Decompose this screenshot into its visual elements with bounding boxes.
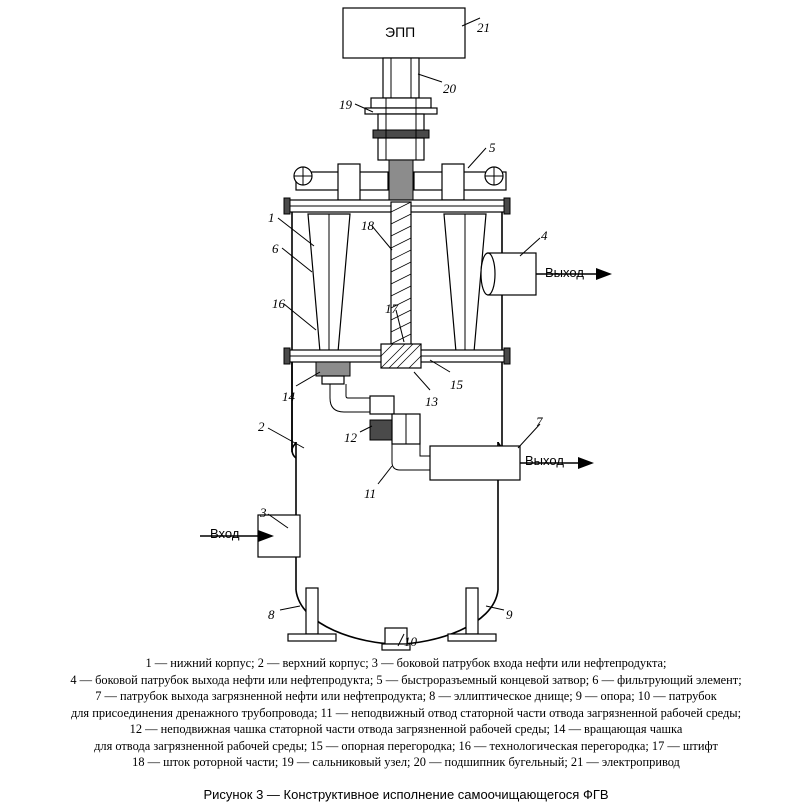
legend-block — [0, 655, 812, 771]
figure-caption: Рисунок 3 — Конструктивное исполнение самоочищающегося ФГВ — [203, 787, 609, 802]
callout-3: 3 — [260, 505, 267, 520]
callout-16: 16 — [272, 296, 285, 311]
callout-19: 19 — [339, 97, 352, 112]
partition-flange — [284, 344, 510, 384]
callout-10: 10 — [404, 634, 417, 649]
outlet-bottom-flow-label: Выход — [525, 453, 564, 468]
callout-12: 12 — [344, 430, 357, 445]
callout-11: 11 — [364, 486, 377, 501]
callout-9: 9 — [506, 607, 513, 622]
callout-6: 6 — [272, 241, 279, 256]
callout-18: 18 — [361, 218, 374, 233]
callout-7: 7 — [536, 414, 543, 429]
dirty-media-piping — [330, 384, 430, 470]
outlet-top-flow-label: Выход — [545, 265, 584, 280]
electric-drive-label: ЭПП — [385, 24, 416, 40]
legend-line-7: 18 — шток роторной части; 19 — сальниковый узел; 20 — подшипник бугельный; 21 — электропривод — [132, 755, 680, 769]
callout-2: 2 — [258, 419, 265, 434]
callout-13: 13 — [425, 394, 438, 409]
dirty-outlet-nozzle — [430, 446, 594, 480]
callout-4: 4 — [541, 228, 548, 243]
rotor-shaft — [391, 202, 411, 350]
legend-line-1: 1 — нижний корпус; 2 — верхний корпус; 3 — боковой патрубок входа нефти или нефтепродукта; — [145, 656, 667, 670]
callout-1: 1 — [268, 210, 275, 225]
legend-line-5: 12 — неподвижная чашка статорной части отвода загрязненной рабочей среды; 14 — вращающая чашка — [129, 722, 683, 736]
callout-17: 17 — [385, 301, 398, 316]
legend-line-6: для отвода загрязненной рабочей среды; 15 — опорная перегородка; 16 — технологическая перегородка; 17 — штифт — [94, 738, 718, 753]
callout-14: 14 — [282, 389, 295, 404]
inlet-flow-label: Вход — [210, 526, 240, 541]
legend-line-2: 4 — боковой патрубок выхода нефти или нефтепродукта; 5 — быстроразъемный концевой затвор; 6 — фильтрующий элемент; — [70, 672, 742, 687]
callout-15: 15 — [450, 377, 463, 392]
callout-20: 20 — [443, 81, 456, 96]
callout-5: 5 — [489, 140, 496, 155]
legend-line-4: для присоединения дренажного трубопровода; 11 — неподвижный отвод статорной части отвода загрязненной рабочей среды; — [70, 705, 742, 720]
drive-shaft — [383, 58, 419, 98]
callout-8: 8 — [268, 607, 275, 622]
legend-line-3: 7 — патрубок выхода загрязненной нефти или нефтепродукта; 8 — эллиптическое днище; 9 — опора; 10 — патрубок — [95, 689, 717, 703]
callout-21: 21 — [477, 20, 490, 35]
